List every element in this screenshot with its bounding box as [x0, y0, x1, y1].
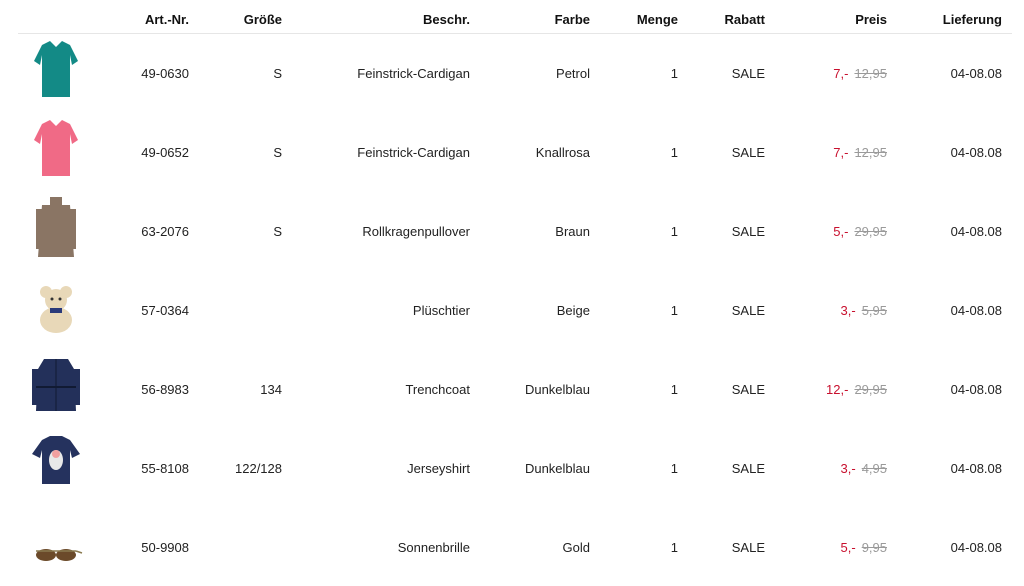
color: Gold — [562, 540, 590, 555]
table-row — [18, 349, 1012, 428]
size: S — [273, 66, 282, 81]
art-nr: 50-9908 — [141, 540, 189, 555]
art-nr: 49-0652 — [141, 145, 189, 160]
size: 134 — [260, 382, 282, 397]
sale-price: 5,- — [840, 540, 856, 555]
discount: SALE — [731, 540, 765, 555]
sunglasses-icon[interactable] — [28, 511, 84, 575]
jersey-shirt-icon[interactable] — [28, 432, 84, 496]
price — [833, 145, 887, 160]
delivery-date: 04-08.08 — [950, 145, 1002, 160]
size: S — [273, 145, 282, 160]
cardigan-pink-icon[interactable] — [28, 116, 84, 180]
color: Knallrosa — [535, 145, 590, 160]
price — [833, 66, 887, 81]
color: Dunkelblau — [524, 382, 590, 397]
original-price: 5,95 — [861, 303, 887, 318]
color: Braun — [555, 224, 590, 239]
quantity: 1 — [670, 145, 678, 160]
original-price: 4,95 — [861, 461, 887, 476]
discount: SALE — [731, 224, 765, 239]
discount: SALE — [731, 66, 765, 81]
header-description: Beschr. — [423, 12, 470, 27]
size: S — [273, 224, 282, 239]
header-price: Preis — [855, 12, 887, 27]
table-header — [18, 0, 1012, 34]
price — [833, 224, 887, 239]
price — [841, 303, 887, 318]
description: Rollkragenpullover — [362, 224, 470, 239]
price — [841, 540, 887, 555]
art-nr: 57-0364 — [141, 303, 189, 318]
description: Feinstrick-Cardigan — [357, 145, 470, 160]
color: Petrol — [556, 66, 590, 81]
table-row — [18, 507, 1012, 586]
header-delivery: Lieferung — [942, 12, 1002, 27]
delivery-date: 04-08.08 — [950, 224, 1002, 239]
art-nr: 49-0630 — [141, 66, 189, 81]
table-row — [18, 112, 1012, 191]
delivery-date: 04-08.08 — [950, 461, 1002, 476]
delivery-date: 04-08.08 — [950, 540, 1002, 555]
header-discount: Rabatt — [724, 12, 765, 27]
quantity: 1 — [670, 303, 678, 318]
sale-price: 12,- — [826, 382, 849, 397]
cardigan-teal-icon[interactable] — [28, 37, 84, 101]
delivery-date: 04-08.08 — [950, 382, 1002, 397]
sale-price: 5,- — [833, 224, 849, 239]
turtleneck-sweater-icon[interactable] — [28, 195, 84, 259]
original-price: 12,95 — [854, 145, 887, 160]
original-price: 29,95 — [854, 382, 887, 397]
price — [841, 461, 887, 476]
table-row — [18, 428, 1012, 507]
quantity: 1 — [670, 461, 678, 476]
original-price: 29,95 — [854, 224, 887, 239]
sale-price: 7,- — [833, 66, 849, 81]
teddy-bear-icon[interactable] — [28, 274, 84, 338]
color: Beige — [556, 303, 590, 318]
size: 122/128 — [235, 461, 282, 476]
header-size: Größe — [243, 12, 282, 27]
sale-price: 3,- — [840, 303, 856, 318]
discount: SALE — [731, 461, 765, 476]
art-nr: 56-8983 — [141, 382, 189, 397]
quantity: 1 — [670, 224, 678, 239]
discount: SALE — [731, 303, 765, 318]
header-color: Farbe — [554, 12, 590, 27]
description: Sonnenbrille — [397, 540, 470, 555]
table-row — [18, 191, 1012, 270]
sale-price: 3,- — [840, 461, 856, 476]
description: Feinstrick-Cardigan — [357, 66, 470, 81]
description: Jerseyshirt — [407, 461, 470, 476]
original-price: 12,95 — [854, 66, 887, 81]
delivery-date: 04-08.08 — [950, 303, 1002, 318]
quantity: 1 — [670, 540, 678, 555]
sale-price: 7,- — [833, 145, 849, 160]
delivery-date: 04-08.08 — [950, 66, 1002, 81]
table-row — [18, 270, 1012, 349]
price — [826, 382, 887, 397]
header-art-nr: Art.-Nr. — [144, 12, 189, 27]
trenchcoat-icon[interactable] — [28, 353, 84, 417]
original-price: 9,95 — [861, 540, 887, 555]
discount: SALE — [731, 382, 765, 397]
quantity: 1 — [670, 66, 678, 81]
description: Trenchcoat — [405, 382, 470, 397]
table-row — [18, 33, 1012, 112]
description: Plüschtier — [412, 303, 470, 318]
art-nr: 63-2076 — [141, 224, 189, 239]
discount: SALE — [731, 145, 765, 160]
quantity: 1 — [670, 382, 678, 397]
color: Dunkelblau — [524, 461, 590, 476]
art-nr: 55-8108 — [141, 461, 189, 476]
header-quantity: Menge — [636, 12, 678, 27]
